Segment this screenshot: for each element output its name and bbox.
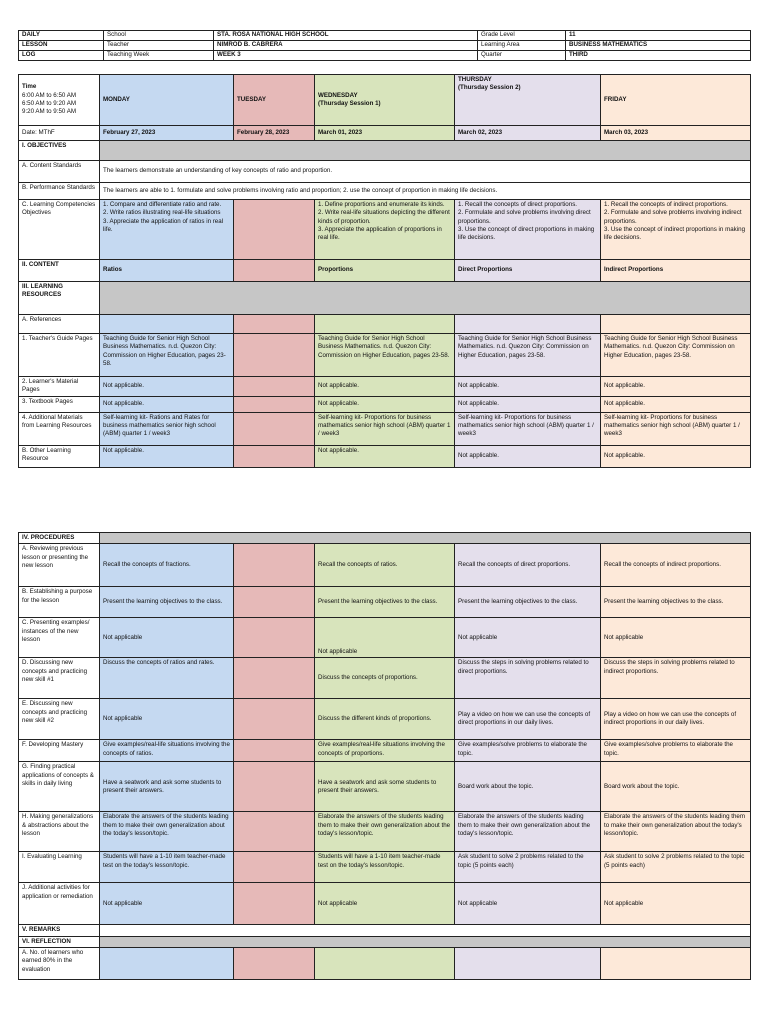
learning-area-label: Learning Area xyxy=(478,41,566,51)
school-label: School xyxy=(104,31,214,41)
procedure-monday: Not applicable xyxy=(100,883,234,925)
competency-wednesday: 1. Define proportions and enumerate its kinds. 2. Write real-life situations depicting the different kinds of proportion. 3. Appreciate the application of proportions in real life. xyxy=(315,200,455,260)
reflection-monday xyxy=(100,948,234,980)
procedure-wednesday: Not applicable xyxy=(315,883,455,925)
procedures-title: IV. PROCEDURES xyxy=(19,533,100,544)
section-bar xyxy=(100,533,751,544)
procedure-label: I. Evaluating Learning xyxy=(19,852,100,883)
day-header-monday xyxy=(100,75,234,126)
resource-friday: Not applicable. xyxy=(601,377,751,397)
content-standards-text: The learners demonstrate an understanding of key concepts of ratio and proportion. xyxy=(100,161,751,183)
competencies-label: C. Learning Competencies Objectives xyxy=(19,200,100,260)
resource-wednesday: Not applicable. xyxy=(315,445,455,467)
learning-resources-title: III. LEARNING RESOURCES xyxy=(19,282,100,315)
resource-monday: Teaching Guide for Senior High School Business Mathematics. n.d. Quezon City: Commission on Higher Education, pages 23-58. xyxy=(100,334,234,377)
date-friday: March 03, 2023 xyxy=(601,126,751,141)
resource-thursday: Teaching Guide for Senior High School Business Mathematics. n.d. Quezon City: Commission on Higher Education, pages 23-58. xyxy=(455,334,601,377)
procedure-wednesday: Students will have a 1-10 item teacher-made test on the today's lesson/topic. xyxy=(315,852,455,883)
procedure-monday: Give examples/real-life situations involving the concepts of ratios. xyxy=(100,740,234,762)
teacher-value: NIMROD B. CABRERA xyxy=(214,41,478,51)
resource-label: 1. Teacher's Guide Pages xyxy=(19,334,100,377)
procedure-label: H. Making generalizations & abstractions about the lesson xyxy=(19,812,100,852)
procedure-friday: Play a video on how we can use the concepts of indirect proportions in our daily lives. xyxy=(601,699,751,740)
date-monday: February 27, 2023 xyxy=(100,126,234,141)
procedure-wednesday: Discuss the different kinds of proportions. xyxy=(315,699,455,740)
day-header-tuesday xyxy=(234,75,315,126)
procedure-label: C. Presenting examples/ instances of the new lesson xyxy=(19,618,100,658)
dll-title-log: LOG xyxy=(19,51,104,61)
procedure-wednesday: Have a seatwork and ask some students to present their answers. xyxy=(315,762,455,812)
procedure-monday: Recall the concepts of fractions. xyxy=(100,544,234,587)
grade-level-value: 11 xyxy=(566,31,751,41)
section-bar xyxy=(100,936,751,947)
resource-label: 3. Textbook Pages xyxy=(19,396,100,412)
resource-tuesday xyxy=(234,445,315,467)
procedure-monday: Not applicable xyxy=(100,699,234,740)
dll-title-daily: DAILY xyxy=(19,31,104,41)
references-thursday xyxy=(455,315,601,334)
procedure-tuesday xyxy=(234,658,315,699)
performance-standards-label: B. Performance Standards xyxy=(19,183,100,200)
resource-friday: Not applicable. xyxy=(601,445,751,467)
reflection-wednesday xyxy=(315,948,455,980)
reflection-tuesday xyxy=(234,948,315,980)
procedure-tuesday xyxy=(234,587,315,618)
references-tuesday xyxy=(234,315,315,334)
time-cell xyxy=(19,75,100,126)
resource-monday: Not applicable. xyxy=(100,396,234,412)
date-label: Date: MThF xyxy=(19,126,100,141)
day-sub: (Thursday Session 1) xyxy=(318,100,381,107)
grade-level-label: Grade Level xyxy=(478,31,566,41)
reflection-thursday xyxy=(455,948,601,980)
competency-friday: 1. Recall the concepts of indirect proportions. 2. Formulate and solve problems involving indirect proportions. 3. Use the concept of indirect proportions in making life decisions. xyxy=(601,200,751,260)
procedure-friday: Board work about the topic. xyxy=(601,762,751,812)
section-bar xyxy=(100,141,751,161)
references-wednesday xyxy=(315,315,455,334)
content-thursday: Direct Proportions xyxy=(455,260,601,282)
procedures-table xyxy=(18,532,751,980)
procedure-label: B. Establishing a purpose for the lesson xyxy=(19,587,100,618)
day-header-wednesday xyxy=(315,75,455,126)
references-friday xyxy=(601,315,751,334)
resource-tuesday xyxy=(234,377,315,397)
procedure-tuesday xyxy=(234,740,315,762)
competency-tuesday xyxy=(234,200,315,260)
procedure-tuesday xyxy=(234,618,315,658)
resource-friday: Self-learning kit- Proportions for business mathematics senior high school (ABM) quarter 1 / week3 xyxy=(601,412,751,445)
day-name: FRIDAY xyxy=(604,95,627,103)
objectives-title: I. OBJECTIVES xyxy=(19,141,100,161)
procedure-wednesday: Recall the concepts of ratios. xyxy=(315,544,455,587)
procedure-monday: Have a seatwork and ask some students to present their answers. xyxy=(100,762,234,812)
resource-label: 4. Additional Materials from Learning Resources xyxy=(19,412,100,445)
procedure-label: E. Discussing new concepts and practicing new skill #2 xyxy=(19,699,100,740)
date-tuesday: February 28, 2023 xyxy=(234,126,315,141)
resource-label: B. Other Learning Resource xyxy=(19,445,100,467)
procedure-tuesday xyxy=(234,544,315,587)
resource-wednesday: Not applicable. xyxy=(315,396,455,412)
content-label: II. CONTENT xyxy=(19,260,100,282)
school-value: STA. ROSA NATIONAL HIGH SCHOOL xyxy=(214,31,478,41)
procedure-wednesday: Give examples/real-life situations involving the concepts of proportions. xyxy=(315,740,455,762)
content-monday: Ratios xyxy=(100,260,234,282)
procedure-monday: Present the learning objectives to the class. xyxy=(100,587,234,618)
procedure-thursday: Present the learning objectives to the class. xyxy=(455,587,601,618)
procedure-thursday: Give examples/solve problems to elaborate the topic. xyxy=(455,740,601,762)
reflection-friday xyxy=(601,948,751,980)
resource-friday: Not applicable. xyxy=(601,396,751,412)
date-thursday: March 02, 2023 xyxy=(455,126,601,141)
procedure-friday: Not applicable xyxy=(601,618,751,658)
references-monday xyxy=(100,315,234,334)
resource-tuesday xyxy=(234,396,315,412)
procedure-thursday: Recall the concepts of direct proportions. xyxy=(455,544,601,587)
day-name: THURSDAY xyxy=(458,76,492,83)
time-slot: 6:00 AM to 6:50 AM xyxy=(22,91,77,99)
time-label: Time xyxy=(22,83,37,91)
procedure-tuesday xyxy=(234,883,315,925)
procedure-thursday: Play a video on how we can use the concepts of direct proportions in our daily lives. xyxy=(455,699,601,740)
procedure-monday: Students will have a 1-10 item teacher-made test on the today's lesson/topic. xyxy=(100,852,234,883)
procedure-wednesday: Elaborate the answers of the students leading them to make their own generalization about the today's lesson/topic. xyxy=(315,812,455,852)
resource-wednesday: Self-learning kit- Proportions for business mathematics senior high school (ABM) quarter 1 / week3 xyxy=(315,412,455,445)
teaching-week-value: WEEK 3 xyxy=(214,51,478,61)
competency-thursday: 1. Recall the concepts of direct proportions. 2. Formulate and solve problems involving direct proportions. 3. Use the concept of direct proportions in making life decisions. xyxy=(455,200,601,260)
quarter-value: THIRD xyxy=(566,51,751,61)
procedure-label: A. Reviewing previous lesson or presenting the new lesson xyxy=(19,544,100,587)
header-table xyxy=(18,30,751,61)
remarks-title: V. REMARKS xyxy=(19,925,100,936)
resource-thursday: Not applicable. xyxy=(455,396,601,412)
reflection-title: VI. REFLECTION xyxy=(19,936,100,947)
procedure-monday: Not applicable xyxy=(100,618,234,658)
time-slot: 6:50 AM to 9:20 AM xyxy=(22,100,77,107)
procedure-label: F. Developing Mastery xyxy=(19,740,100,762)
content-wednesday: Proportions xyxy=(315,260,455,282)
resource-label: 2. Learner's Material Pages xyxy=(19,377,100,397)
teaching-week-label: Teaching Week xyxy=(104,51,214,61)
day-name: TUESDAY xyxy=(237,95,266,103)
procedure-thursday: Not applicable xyxy=(455,618,601,658)
resource-thursday: Self-learning kit- Proportions for business mathematics senior high school (ABM) quarter 1 / week3 xyxy=(455,412,601,445)
objectives-resources-table xyxy=(18,74,751,468)
procedure-wednesday: Not applicable xyxy=(315,618,455,658)
resource-thursday: Not applicable. xyxy=(455,445,601,467)
day-header-thursday xyxy=(455,75,601,126)
teacher-label: Teacher xyxy=(104,41,214,51)
procedure-thursday: Board work about the topic. xyxy=(455,762,601,812)
section-bar xyxy=(100,282,751,315)
procedure-label: J. Additional activities for application or remediation xyxy=(19,883,100,925)
content-tuesday xyxy=(234,260,315,282)
procedure-friday: Present the learning objectives to the class. xyxy=(601,587,751,618)
quarter-label: Quarter xyxy=(478,51,566,61)
procedure-thursday: Elaborate the answers of the students leading them to make their own generalization about the today's lesson/topic. xyxy=(455,812,601,852)
day-name: MONDAY xyxy=(103,95,130,103)
procedure-label: D. Discussing new concepts and practicing new skill #1 xyxy=(19,658,100,699)
procedure-monday: Elaborate the answers of the students leading them to make their own generalization about the today's lesson/topic. xyxy=(100,812,234,852)
procedure-thursday: Discuss the steps in solving problems related to direct proportions. xyxy=(455,658,601,699)
resource-tuesday xyxy=(234,334,315,377)
procedure-tuesday xyxy=(234,812,315,852)
procedure-thursday: Not applicable xyxy=(455,883,601,925)
reflection-label: A. No. of learners who earned 80% in the evaluation xyxy=(19,948,100,980)
resource-monday: Self-learning kit- Rations and Rates for business mathematics senior high school (ABM) quarter 1 / week3 xyxy=(100,412,234,445)
resource-tuesday xyxy=(234,412,315,445)
resource-monday: Not applicable. xyxy=(100,445,234,467)
resource-monday: Not applicable. xyxy=(100,377,234,397)
procedure-friday: Elaborate the answers of the students leading them to make their own generalization about the today's lesson/topic. xyxy=(601,812,751,852)
resource-friday: Teaching Guide for Senior High School Business Mathematics. n.d. Quezon City: Commission on Higher Education, pages 23-58. xyxy=(601,334,751,377)
procedure-tuesday xyxy=(234,699,315,740)
learning-area-value: BUSINESS MATHEMATICS xyxy=(566,41,751,51)
procedure-friday: Recall the concepts of indirect proportions. xyxy=(601,544,751,587)
resource-thursday: Not applicable. xyxy=(455,377,601,397)
date-wednesday: March 01, 2023 xyxy=(315,126,455,141)
time-slot: 9:20 AM to 9:50 AM xyxy=(22,108,77,116)
resource-wednesday: Not applicable. xyxy=(315,377,455,397)
procedure-thursday: Ask student to solve 2 problems related to the topic (5 points each) xyxy=(455,852,601,883)
performance-standards-text: The learners are able to 1. formulate and solve problems involving ratio and proportion; 2. use the concept of proportion in making life decisions. xyxy=(100,183,751,200)
procedure-tuesday xyxy=(234,762,315,812)
procedure-friday: Discuss the steps in solving problems related to indirect proportions. xyxy=(601,658,751,699)
day-sub: (Thursday Session 2) xyxy=(458,84,521,92)
remarks-value xyxy=(100,925,751,936)
day-name: WEDNESDAY xyxy=(318,91,358,99)
day-header-friday xyxy=(601,75,751,126)
references-label: A. References xyxy=(19,315,100,334)
procedure-friday: Give examples/solve problems to elaborate the topic. xyxy=(601,740,751,762)
content-standards-label: A. Content Standards xyxy=(19,161,100,183)
procedure-friday: Not applicable xyxy=(601,883,751,925)
procedure-label: G. Finding practical applications of concepts & skills in daily living xyxy=(19,762,100,812)
content-friday: Indirect Proportions xyxy=(601,260,751,282)
procedure-wednesday: Present the learning objectives to the class. xyxy=(315,587,455,618)
resource-wednesday: Teaching Guide for Senior High School Business Mathematics. n.d. Quezon City: Commission on Higher Education, pages 23-58. xyxy=(315,334,455,377)
competency-monday: 1. Compare and differentiate ratio and rate. 2. Write ratios illustrating real-life situations 3. Appreciate the application of ratios in real life. xyxy=(100,200,234,260)
procedure-monday: Discuss the concepts of ratios and rates. xyxy=(100,658,234,699)
procedure-tuesday xyxy=(234,852,315,883)
dll-title-lesson: LESSON xyxy=(19,41,104,51)
procedure-friday: Ask student to solve 2 problems related to the topic (5 points each) xyxy=(601,852,751,883)
procedure-wednesday: Discuss the concepts of proportions. xyxy=(315,658,455,699)
